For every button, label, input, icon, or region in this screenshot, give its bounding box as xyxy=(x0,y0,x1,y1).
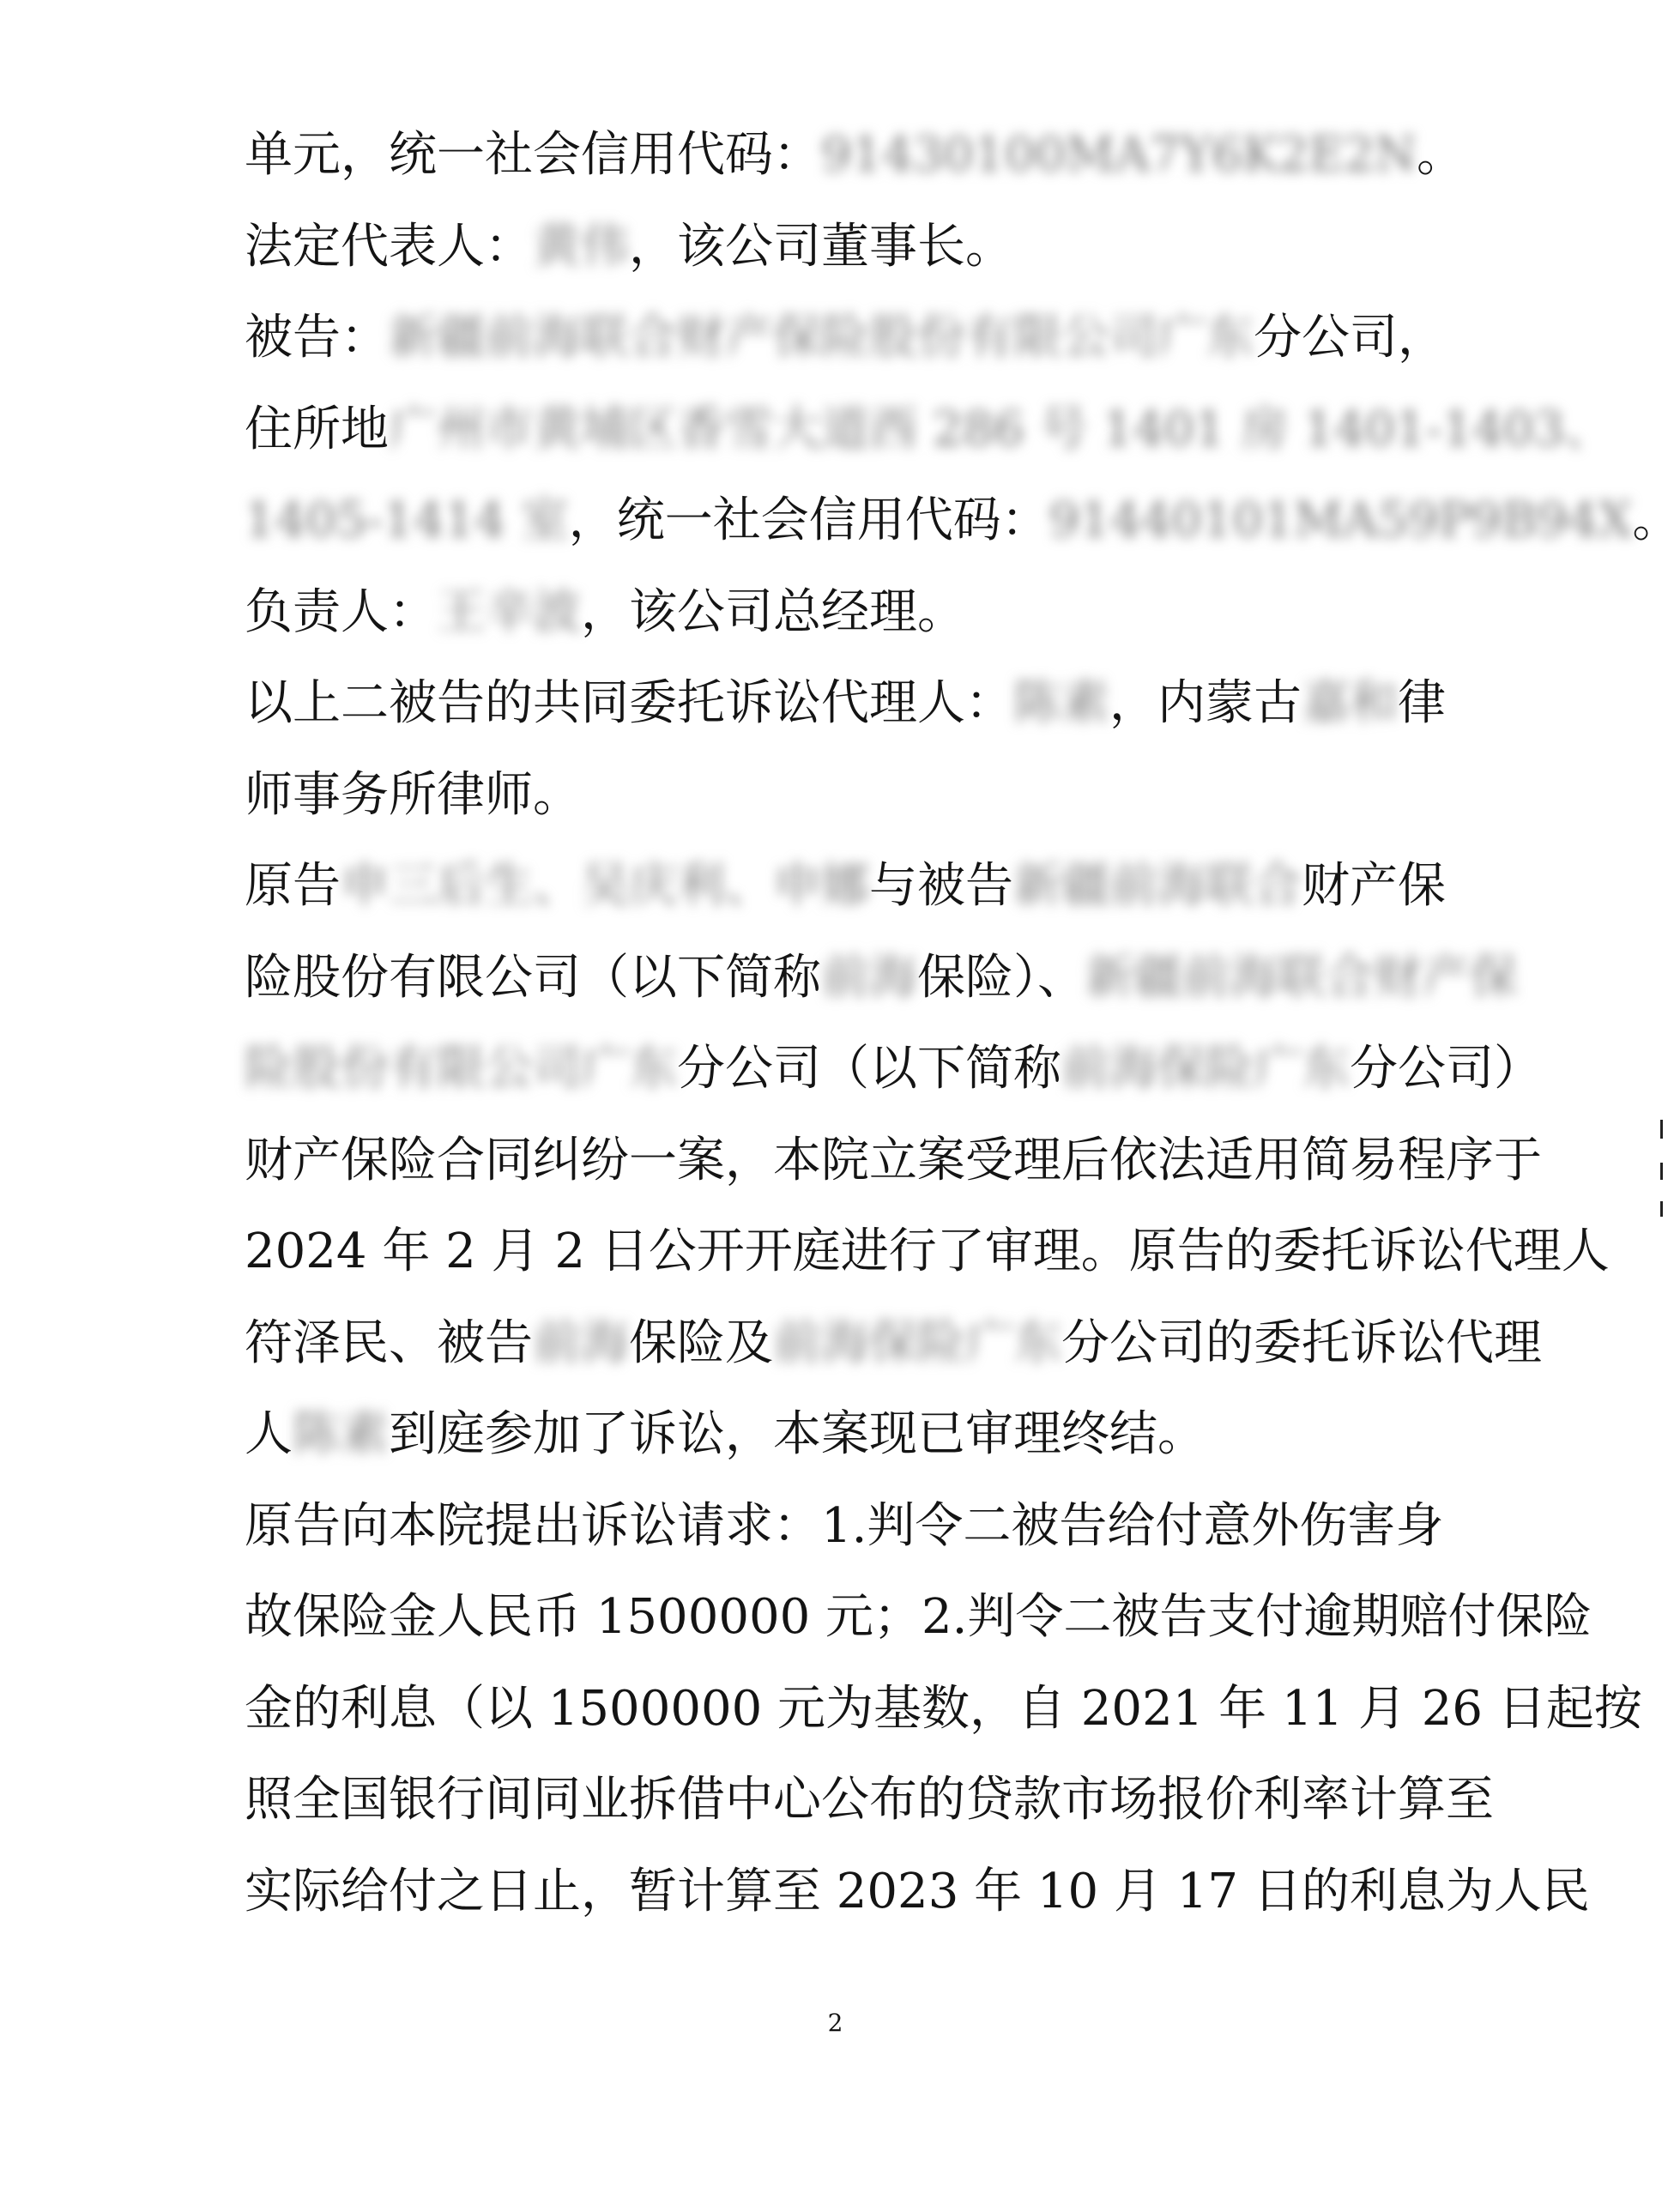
text-segment: 法定代表人： xyxy=(245,219,533,275)
scan-edge-mark xyxy=(1660,1201,1663,1217)
text-line xyxy=(245,399,1612,461)
text-line xyxy=(245,1313,1542,1375)
text-segment: 分公司（以下简称 xyxy=(677,1041,1061,1097)
scan-edge-mark xyxy=(1660,1163,1663,1180)
text-segment: 律 xyxy=(1398,675,1446,731)
redacted-text: 陈素 xyxy=(293,1406,389,1462)
text-segment: 2024 年 2 月 2 日公开开庭进行了审理。原告的委托诉讼代理人 xyxy=(245,1224,1610,1279)
text-segment: 险股份有限公司（以下简称 xyxy=(245,950,821,1006)
text-segment: 。 xyxy=(1417,127,1465,183)
text-segment: 到庭参加了诉讼，本案现已审理终结。 xyxy=(389,1406,1206,1462)
text-segment: 与被告 xyxy=(869,858,1013,914)
redacted-text: 新疆前海联合财产保险股份有限公司广东 xyxy=(389,310,1254,366)
text-line xyxy=(245,1404,1206,1466)
text-line xyxy=(245,855,1446,917)
text-segment: 。 xyxy=(1632,493,1680,548)
redacted-text: 新疆前海联合财产保 xyxy=(1085,950,1518,1006)
text-line xyxy=(245,124,1465,186)
text-segment: ，统一社会信用代码： xyxy=(568,493,1049,548)
text-segment: 保险及 xyxy=(629,1315,773,1371)
text-segment: 以上二被告的共同委托诉讼代理人： xyxy=(245,675,1013,731)
text-segment: ，该公司董事长。 xyxy=(629,219,1013,275)
text-segment: 人 xyxy=(245,1406,293,1462)
text-line xyxy=(245,947,1518,1009)
redacted-text: 91430100MA7Y6K2E2N xyxy=(821,127,1417,183)
text-segment: 符泽民、被告 xyxy=(245,1315,533,1371)
redacted-text: 91440101MA59P9B94X xyxy=(1048,493,1633,548)
text-line xyxy=(245,582,965,644)
text-line xyxy=(245,490,1680,552)
text-segment: 分公司） xyxy=(1350,1041,1542,1097)
text-segment: 财产保 xyxy=(1302,858,1446,914)
text-segment: 故保险金人民币 1500000 元；2.判令二被告支付逾期赔付保险 xyxy=(245,1589,1592,1645)
text-segment: ，该公司总经理。 xyxy=(581,584,965,640)
text-segment: 原告 xyxy=(245,858,341,914)
redacted-text: 广州市黄埔区香雪大道西 286 号 1401 房 1401-1403、 xyxy=(389,402,1613,457)
redacted-text: 前海 xyxy=(533,1315,629,1371)
redacted-text: 险股份有限公司广东 xyxy=(245,1041,677,1097)
redacted-text: 申三后生、吴庆利、申娜 xyxy=(341,858,869,914)
text-segment: 分公司的委托诉讼代理 xyxy=(1061,1315,1542,1371)
page-number: 2 xyxy=(827,2009,843,2037)
text-line xyxy=(245,216,1013,278)
text-segment: 师事务所律师。 xyxy=(245,767,581,823)
text-line xyxy=(245,1587,1592,1648)
text-segment: 分公司， xyxy=(1254,310,1446,366)
redacted-text: 王辛波 xyxy=(437,584,581,640)
text-segment: 负责人： xyxy=(245,584,437,640)
text-segment: 住所地 xyxy=(245,402,389,457)
redacted-text: 嘉和 xyxy=(1302,675,1398,731)
text-line xyxy=(245,673,1446,734)
text-line xyxy=(245,1221,1610,1283)
text-segment: 被告： xyxy=(245,310,389,366)
redacted-text: 黄伟 xyxy=(533,219,629,275)
text-segment: 单元，统一社会信用代码： xyxy=(245,127,821,183)
text-segment: ，内蒙古 xyxy=(1109,675,1302,731)
text-line xyxy=(245,1130,1542,1192)
text-segment: 实际给付之日止，暂计算至 2023 年 10 月 17 日的利息为人民 xyxy=(245,1864,1590,1919)
text-line xyxy=(245,1769,1494,1831)
text-line xyxy=(245,307,1446,369)
redacted-text: 前海 xyxy=(821,950,917,1006)
text-segment: 原告向本院提出诉讼请求：1.判令二被告给付意外伤害身 xyxy=(245,1498,1444,1554)
text-line xyxy=(245,765,581,826)
text-line xyxy=(245,1496,1443,1557)
redacted-text: 前海保险广东 xyxy=(773,1315,1061,1371)
redacted-text: 1405-1414 室 xyxy=(245,493,569,548)
redacted-text: 新疆前海联合 xyxy=(1013,858,1302,914)
text-line xyxy=(245,1038,1542,1100)
text-line xyxy=(245,1678,1642,1740)
text-line xyxy=(245,1861,1590,1923)
scan-edge-mark xyxy=(1660,1120,1663,1139)
text-segment: 金的利息（以 1500000 元为基数，自 2021 年 11 月 26 日起按 xyxy=(245,1681,1642,1737)
text-segment: 财产保险合同纠纷一案，本院立案受理后依法适用简易程序于 xyxy=(245,1133,1542,1188)
text-segment: 照全国银行间同业拆借中心公布的贷款市场报价利率计算至 xyxy=(245,1772,1494,1828)
text-segment: 保险）、 xyxy=(917,950,1085,1006)
redacted-text: 陈素 xyxy=(1013,675,1109,731)
redacted-text: 前海保险广东 xyxy=(1061,1041,1350,1097)
